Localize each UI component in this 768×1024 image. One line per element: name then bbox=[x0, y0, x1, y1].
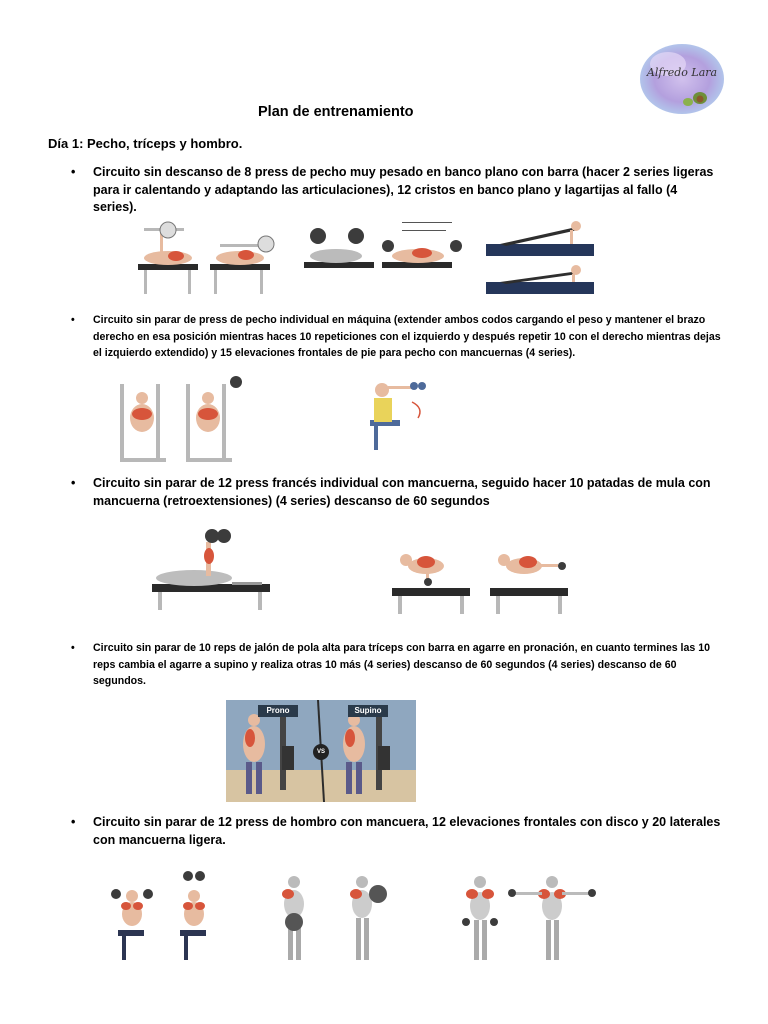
figure-lateral-raise bbox=[452, 870, 602, 964]
figure-bench-press bbox=[124, 214, 292, 298]
figure-plate-front-raise bbox=[266, 870, 398, 964]
bullet-marker: • bbox=[71, 165, 76, 179]
versus-label: VS bbox=[316, 749, 325, 755]
list-item bbox=[71, 640, 721, 690]
logo-signature: Alfredo Lara bbox=[646, 66, 718, 79]
list-item bbox=[71, 164, 721, 217]
list-item bbox=[71, 814, 721, 849]
supination-label: Supino bbox=[348, 705, 388, 717]
figure-shoulder-press bbox=[104, 870, 220, 964]
day-heading: Día 1: Pecho, tríceps y hombro. bbox=[48, 136, 243, 151]
list-item-text: Circuito sin descanso de 8 press de pecho muy pesado en banco plano con barra (hacer 2 series ligeras para ir calentando y adaptando las articulaciones), 12 cristos en banco plano y lagartijas al fallo (4 series). bbox=[93, 165, 714, 214]
list-item-text: Circuito sin parar de 12 press de hombro con mancuera, 12 elevaciones frontales con disco y 20 laterales con mancuerna ligera. bbox=[93, 815, 721, 847]
list-item-text: Circuito sin parar de 10 reps de jalón de pola alta para tríceps con barra en agarre en pronación, en cuanto termines las 10 reps cambia el agarre a supino y realiza otras 10 más (4 series) descanso de 60 segundos (4 series) descanso de 60 segundos. bbox=[93, 642, 710, 688]
figure-dumbbell-fly bbox=[296, 216, 466, 302]
avocado-watercolor-logo-icon bbox=[638, 42, 726, 116]
bullet-marker: • bbox=[71, 314, 75, 326]
bullet-marker: • bbox=[71, 476, 76, 490]
figure-push-up bbox=[486, 214, 594, 296]
list-item-text: Circuito sin parar de 12 press francés individual con mancuerna, seguido hacer 10 patadas de mula con mancuerna (retroextensiones) (4 series) descanso de 60 segundos bbox=[93, 476, 711, 508]
pronation-label: Prono bbox=[258, 705, 298, 717]
page-title: Plan de entrenamiento bbox=[258, 104, 414, 120]
figure-french-press bbox=[148, 524, 274, 614]
list-item-text: Circuito sin parar de press de pecho individual en máquina (extender ambos codos cargando el peso y mantener el brazo derecho en esa posición mientras haces 10 repeticiones con el izquierdo y después repetir 10 con el derecho mientras dejas el izquierdo extendido) y 15 elevaciones frontales de pie para pecho con mancuernas (4 series). bbox=[93, 314, 721, 360]
bullet-marker: • bbox=[71, 642, 75, 654]
figure-triceps-pushdown bbox=[226, 700, 416, 802]
figure-front-raise bbox=[352, 378, 434, 452]
figure-machine-chest-press bbox=[112, 374, 248, 464]
list-item bbox=[71, 312, 721, 362]
bullet-marker: • bbox=[71, 815, 76, 829]
list-item bbox=[71, 475, 721, 510]
brand-logo bbox=[638, 42, 726, 116]
figure-triceps-kickback bbox=[386, 542, 576, 618]
